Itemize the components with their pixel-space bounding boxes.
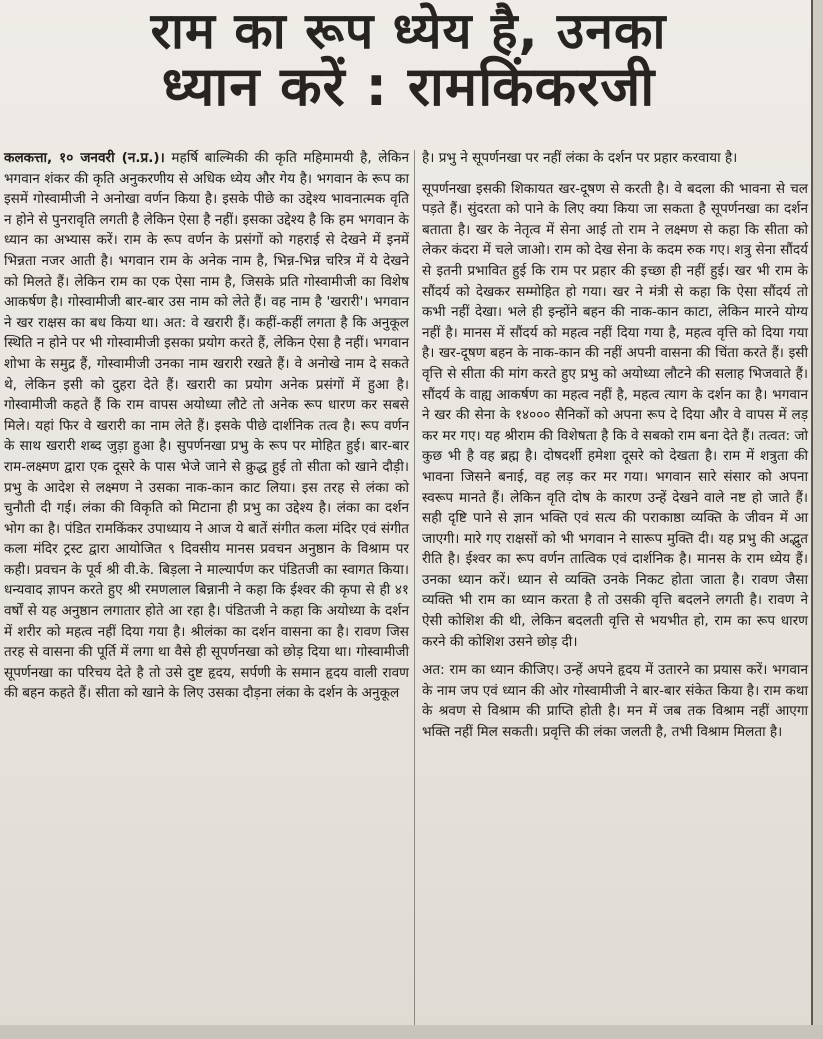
headline-line-2: ध्यान करें : रामकिंकरजी — [161, 55, 656, 118]
left-column — [4, 148, 409, 712]
headline-line-1: राम का रूप ध्येय है, उनका — [150, 2, 667, 60]
page-edge-right — [811, 0, 823, 1039]
right-column — [422, 148, 808, 751]
right-paragraph-1: है। प्रभु ने सूपर्णनखा पर नहीं लंका के दर्शन पर प्रहार करवाया है। — [422, 150, 738, 166]
column-divider — [414, 150, 415, 1030]
right-paragraph-3: अत: राम का ध्यान कीजिए। उन्हें अपने हृदय में उतारने का प्रयास करें। भगवान के नाम जप एवं ध्यान की ओर गोस्वामीजी ने बार-बार संकेत किया है। राम कथा के श्रवण से विश्राम की प्राप्ति होती है। मन में जब तक विश्राम नहीं आएगा भक्ति नहीं मिल सकती। प्रवृत्ति की लंका जलती है, तभी विश्राम मिलता है। — [422, 662, 808, 741]
right-paragraph-2: सूपर्णनखा इसकी शिकायत खर-दूषण से करती है। वे बदला की भावना से चल पड़ते हैं। सुंदरता को पाने के लिए क्या किया जा सकता है सूपर्णनखा का दर्शन बताता है। खर के नेतृत्व में सेना आई तो राम ने लक्ष्मण से कहा कि सीता को लेकर कंदरा में चले जाओ। राम को देख सेना के कदम रुक गए। शत्रु सेना सौंदर्य से इतनी प्रभावित हुई कि राम पर प्रहार की इच्छा ही नहीं हुई। खर भी राम के सौंदर्य को देखकर सम्मोहित हो गया। खर ने मंत्री से कहा कि ऐसा सौंदर्य तो कभी नहीं देखा। भले ही इन्होंने बहन की नाक-कान काटा, लेकिन मारने योग्य नहीं है। मानस में सौंदर्य को महत्व नहीं दिया गया है, महत्व वृत्ति को दिया गया है। खर-दूषण बहन के नाक-कान की नहीं अपनी वासना की चिंता करते हैं। इसी वृत्ति से सीता की मांग करते हुए प्रभु को अयोध्या लौटने की सलाह भिजवाते हैं। सौंदर्य के वाह्य आकर्षण का महत्व नहीं है, महत्व त्याग के दर्शन का है। भगवान ने खर की सेना के १४००० सैनिकों को अपना रूप दे दिया और वे वापस में लड़ कर मर गए। यह श्रीराम की विशेषता है कि वे सबको राम बना देते हैं। तत्वत: जो कुछ भी है वह ब्रह्म है। दोषदर्शी हमेशा दूसरे को देखता है। राम में शत्रुता की भावना जिसने बनाई, वह लड़ कर मर गया। भगवान सारे संसार को अपना स्वरूप मानते हैं। लेकिन वृति दोष के कारण उन्हें देखने वाले नष्ट हो जाते हैं। सही दृष्टि पाने से ज्ञान भक्ति एवं सत्य की पराकाष्ठा व्यक्ति के जीवन में आ जाएगी। मारे गए राक्षसों को भी भगवान ने सारूप मुक्ति दी। यह प्रभु की अद्भुत रीति है। ईश्वर का रूप वर्णन तात्विक एवं दार्शनिक है। मानस के राम ध्येय हैं। उनका ध्यान करें। ध्यान से व्यक्ति उनके निकट होता जाता है। रावण जैसा व्यक्ति भी राम का ध्यान करता है तो उसकी वृत्ति बदलने लगती है। रावण ने ऐसी कोशिश की थी, लेकिन बदलती वृत्ति से भयभीत हो, राम का रूप धारण करने की कोशिश उसने छोड़ दी। — [422, 180, 808, 650]
left-paragraph-1-text: महर्षि बाल्मिकी की कृति महिमामयी है, लेकिन भगवान शंकर की कृति अनुकरणीय से अधिक ध्येय और गेय है। भगवान के रूप का इसमें गोस्वामीजी ने अनोखा वर्णन किया है। इसके पीछे का उद्देश्य भावनात्मक वृति न होने से पुनरावृति लगती है लेकिन ऐसा है नहीं। इसका उद्देश्य है कि हम भगवान के ध्यान का अभ्यास करें। राम के रूप वर्णन के प्रसंगों को गहराई से देखने में इनमें भिन्नता नजर आती है। भगवान राम के अनेक नाम है, भिन्न-भिन्न चरित्र में ये देखने को मिलते हैं। लेकिन राम का एक ऐसा नाम है, जिसके प्रति गोस्वामीजी का विशेष आकर्षण है। गोस्वामीजी बार-बार उस नाम को लेते हैं। वह नाम है 'खरारी'। भगवान ने खर राक्षस का बध किया था। अत: वे खरारी हैं। कहीं-कहीं लगता है कि अनुकूल स्थिति न होने पर भी गोस्वामीजी इसका प्रयोग करते हैं, लेकिन ऐसा है नहीं। भगवान शोभा के समुद्र हैं, गोस्वामीजी उनका नाम खरारी रखते हैं। वे अनोखे नाम दे सकते थे, लेकिन इसी को दुहरा देते हैं। खरारी का प्रयोग अनेक प्रसंगों में हुआ है। गोस्वामीजी कहते हैं कि राम वापस अयोध्या लौटे तो अनेक रूप धारण कर सबसे मिले। यहां फिर वे खरारी का नाम लेते हैं। इसके पीछे दार्शनिक तत्व है। रूप वर्णन के साथ खरारी शब्द जुड़ा हुआ है। सुपर्णनखा प्रभु के रूप पर मोहित हुई। बार-बार राम-लक्ष्मण द्वारा एक दूसरे के पास भेजे जाने से क्रुद्ध हुई तो सीता को खाने दौड़ी। प्रभु के आदेश से लक्ष्मण ने उसका नाक-कान काट लिया। इस तरह से लंका को चुनौती दी गई। लंका की विकृति को मिटाना ही प्रभु का उद्देश्य है। लंका का दर्शन भोग का है। पंडित रामकिंकर उपाध्याय ने आज ये बातें संगीत कला मंदिर एवं संगीत कला मंदिर ट्रस्ट द्वारा आयोजित ९ दिवसीय मानस प्रवचन अनुष्ठान के विश्राम पर कही। प्रवचन के पूर्व श्री वी.के. बिड़ला ने माल्यार्पण कर पंडितजी का स्वागत किया। धन्यवाद ज्ञापन करते हुए श्री रमणलाल बिन्नानी ने कहा कि ईश्वर की कृपा से ही ४१ वर्षों से यह अनुष्ठान लगातार होते आ रहा है। पंडितजी ने कहा कि अयोध्या के दर्शन में शरीर को महत्व नहीं दिया गया है। श्रीलंका का दर्शन वासना का है। रावण जिस तरह से वासना की पूर्ति में लगा था वैसे ही सूपर्णनखा को छोड़ दिया था। गोस्वामीजी सूपर्णनखा का परिचय देते है तो उसे दुष्ट हृदय, सर्पणी के समान हृदय वाली रावण की बहन कहते हैं। सीता को खाने के लिए उसका दौड़ना लंका के दर्शन के अनुकूल — [4, 150, 410, 702]
dateline: कलकत्ता, १० जनवरी (न.प्र.)। — [4, 150, 165, 166]
page-edge-bottom — [0, 1025, 823, 1039]
left-paragraph-1 — [4, 148, 409, 704]
headline — [6, 4, 811, 116]
